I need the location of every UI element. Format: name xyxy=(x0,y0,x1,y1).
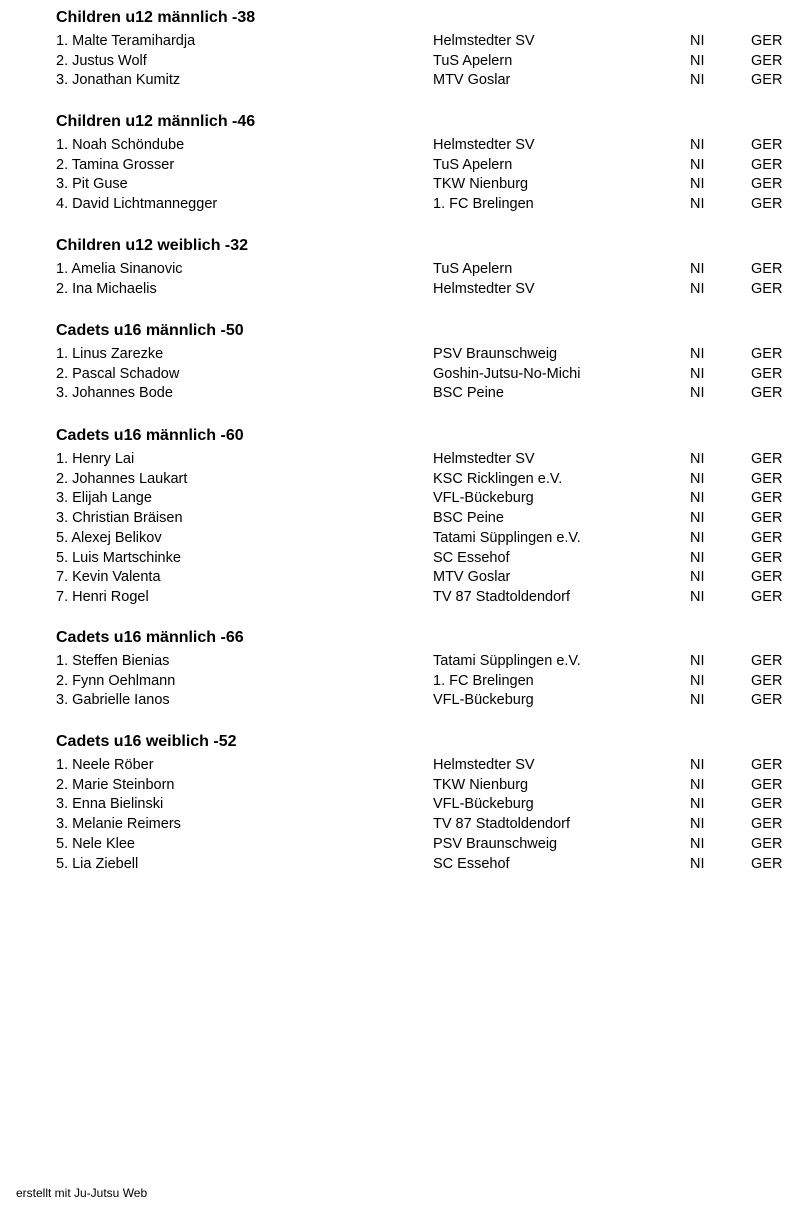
athlete-name: 7. Henri Rogel xyxy=(56,588,149,605)
athlete-name: 1. Malte Teramihardja xyxy=(56,33,196,49)
region-code: NI xyxy=(690,52,705,69)
club-name: PSV Braunschweig xyxy=(433,346,558,362)
club-name: TuS Apelern xyxy=(433,261,513,277)
footer-credit: erstellt mit Ju-Jutsu Web xyxy=(16,1186,148,1200)
club-name: TV 87 Stadtoldendorf xyxy=(433,816,571,833)
club-name: KSC Ricklingen e.V. xyxy=(433,470,563,487)
athlete-name: 5. Alexej Belikov xyxy=(56,529,162,546)
result-row xyxy=(0,364,800,384)
nation-code: GER xyxy=(751,757,783,773)
nation-code: GER xyxy=(751,549,783,566)
result-row xyxy=(0,548,800,568)
club-name: BSC Peine xyxy=(433,385,504,402)
athlete-name: 1. Henry Lai xyxy=(56,451,135,467)
region-code: NI xyxy=(690,835,705,852)
nation-code: GER xyxy=(751,176,783,193)
club-name: Helmstedter SV xyxy=(433,33,535,49)
nation-code: GER xyxy=(751,385,783,402)
result-row xyxy=(0,70,800,90)
result-row xyxy=(0,51,800,71)
result-row xyxy=(0,488,800,508)
category-title: Children u12 weiblich -32 xyxy=(56,237,249,254)
athlete-name: 1. Neele Röber xyxy=(56,757,154,773)
region-code: NI xyxy=(690,156,705,173)
category-title: Children u12 männlich -38 xyxy=(56,9,256,26)
nation-code: GER xyxy=(751,490,783,507)
nation-code: GER xyxy=(751,451,783,467)
athlete-name: 3. Christian Bräisen xyxy=(56,510,183,527)
category-title: Cadets u16 männlich -60 xyxy=(56,427,244,444)
club-name: BSC Peine xyxy=(433,510,504,527)
result-row xyxy=(0,259,800,279)
club-name: TuS Apelern xyxy=(433,52,513,69)
club-name: VFL-Bückeburg xyxy=(433,490,534,507)
result-row xyxy=(0,174,800,194)
result-row xyxy=(0,671,800,691)
result-row xyxy=(0,775,800,795)
club-name: 1. FC Brelingen xyxy=(433,672,534,689)
category-title: Children u12 männlich -46 xyxy=(56,113,256,130)
club-name: Helmstedter SV xyxy=(433,137,535,153)
club-name: PSV Braunschweig xyxy=(433,835,558,852)
nation-code: GER xyxy=(751,346,783,362)
region-code: NI xyxy=(690,855,705,872)
club-name: SC Essehof xyxy=(433,855,510,872)
club-name: Helmstedter SV xyxy=(433,451,535,467)
nation-code: GER xyxy=(751,816,783,833)
club-name: VFL-Bückeburg xyxy=(433,692,534,709)
club-name: Helmstedter SV xyxy=(433,757,535,773)
athlete-name: 1. Noah Schöndube xyxy=(56,137,185,153)
nation-code: GER xyxy=(751,137,783,153)
nation-code: GER xyxy=(751,672,783,689)
region-code: NI xyxy=(690,385,705,402)
category-title: Cadets u16 männlich -50 xyxy=(56,322,244,339)
club-name: Goshin-Jutsu-No-Michi xyxy=(433,365,581,382)
region-code: NI xyxy=(690,346,705,362)
region-code: NI xyxy=(690,569,705,586)
result-row xyxy=(0,449,800,469)
result-row xyxy=(0,528,800,548)
nation-code: GER xyxy=(751,796,783,813)
athlete-name: 2. Ina Michaelis xyxy=(56,280,157,297)
athlete-name: 2. Marie Steinborn xyxy=(56,776,175,793)
nation-code: GER xyxy=(751,776,783,793)
athlete-name: 5. Lia Ziebell xyxy=(56,855,139,872)
club-name: Tatami Süpplingen e.V. xyxy=(433,653,581,669)
athlete-name: 3. Pit Guse xyxy=(56,176,128,193)
result-row xyxy=(0,135,800,155)
nation-code: GER xyxy=(751,529,783,546)
nation-code: GER xyxy=(751,692,783,709)
region-code: NI xyxy=(690,692,705,709)
result-row xyxy=(0,651,800,671)
athlete-name: 3. Elijah Lange xyxy=(56,490,152,507)
result-row xyxy=(0,587,800,607)
athlete-name: 2. Justus Wolf xyxy=(56,52,147,69)
category-title: Cadets u16 männlich -66 xyxy=(56,629,244,646)
nation-code: GER xyxy=(751,365,783,382)
athlete-name: 4. David Lichtmannegger xyxy=(56,196,218,213)
nation-code: GER xyxy=(751,835,783,852)
result-row xyxy=(0,567,800,587)
athlete-name: 1. Steffen Bienias xyxy=(56,653,170,669)
result-row xyxy=(0,690,800,710)
result-row xyxy=(0,155,800,175)
region-code: NI xyxy=(690,549,705,566)
club-name: MTV Goslar xyxy=(433,72,511,89)
result-row xyxy=(0,383,800,403)
club-name: MTV Goslar xyxy=(433,569,511,586)
nation-code: GER xyxy=(751,72,783,89)
athlete-name: 1. Amelia Sinanovic xyxy=(56,261,183,277)
result-row xyxy=(0,814,800,834)
nation-code: GER xyxy=(751,510,783,527)
athlete-name: 3. Melanie Reimers xyxy=(56,816,181,833)
athlete-name: 5. Nele Klee xyxy=(56,835,135,852)
region-code: NI xyxy=(690,451,705,467)
region-code: NI xyxy=(690,776,705,793)
result-row xyxy=(0,834,800,854)
region-code: NI xyxy=(690,510,705,527)
nation-code: GER xyxy=(751,855,783,872)
nation-code: GER xyxy=(751,261,783,277)
region-code: NI xyxy=(690,490,705,507)
region-code: NI xyxy=(690,757,705,773)
nation-code: GER xyxy=(751,653,783,669)
club-name: TKW Nienburg xyxy=(433,176,529,193)
club-name: TV 87 Stadtoldendorf xyxy=(433,588,571,605)
region-code: NI xyxy=(690,529,705,546)
club-name: VFL-Bückeburg xyxy=(433,796,534,813)
athlete-name: 1. Linus Zarezke xyxy=(56,346,164,362)
region-code: NI xyxy=(690,137,705,153)
region-code: NI xyxy=(690,72,705,89)
region-code: NI xyxy=(690,365,705,382)
result-row xyxy=(0,854,800,874)
region-code: NI xyxy=(690,653,705,669)
region-code: NI xyxy=(690,796,705,813)
nation-code: GER xyxy=(751,280,783,297)
region-code: NI xyxy=(690,470,705,487)
club-name: TuS Apelern xyxy=(433,156,513,173)
region-code: NI xyxy=(690,176,705,193)
nation-code: GER xyxy=(751,196,783,213)
result-row xyxy=(0,755,800,775)
nation-code: GER xyxy=(751,569,783,586)
region-code: NI xyxy=(690,33,705,49)
athlete-name: 2. Pascal Schadow xyxy=(56,365,180,382)
result-row xyxy=(0,31,800,51)
nation-code: GER xyxy=(751,52,783,69)
athlete-name: 3. Jonathan Kumitz xyxy=(56,72,181,89)
athlete-name: 2. Tamina Grosser xyxy=(56,156,175,173)
nation-code: GER xyxy=(751,33,783,49)
result-row xyxy=(0,279,800,299)
category-title: Cadets u16 weiblich -52 xyxy=(56,733,237,750)
athlete-name: 2. Johannes Laukart xyxy=(56,470,188,487)
nation-code: GER xyxy=(751,588,783,605)
result-row xyxy=(0,344,800,364)
region-code: NI xyxy=(690,280,705,297)
club-name: SC Essehof xyxy=(433,549,510,566)
region-code: NI xyxy=(690,588,705,605)
club-name: Tatami Süpplingen e.V. xyxy=(433,529,581,546)
nation-code: GER xyxy=(751,156,783,173)
athlete-name: 5. Luis Martschinke xyxy=(56,549,181,566)
club-name: Helmstedter SV xyxy=(433,280,535,297)
athlete-name: 2. Fynn Oehlmann xyxy=(56,672,176,689)
athlete-name: 3. Enna Bielinski xyxy=(56,796,164,813)
region-code: NI xyxy=(690,261,705,277)
result-row xyxy=(0,794,800,814)
club-name: 1. FC Brelingen xyxy=(433,196,534,213)
region-code: NI xyxy=(690,816,705,833)
region-code: NI xyxy=(690,672,705,689)
athlete-name: 7. Kevin Valenta xyxy=(56,569,161,586)
result-row xyxy=(0,469,800,489)
athlete-name: 3. Gabrielle Ianos xyxy=(56,692,170,709)
athlete-name: 3. Johannes Bode xyxy=(56,385,173,402)
nation-code: GER xyxy=(751,470,783,487)
result-row xyxy=(0,194,800,214)
club-name: TKW Nienburg xyxy=(433,776,529,793)
region-code: NI xyxy=(690,196,705,213)
result-row xyxy=(0,508,800,528)
